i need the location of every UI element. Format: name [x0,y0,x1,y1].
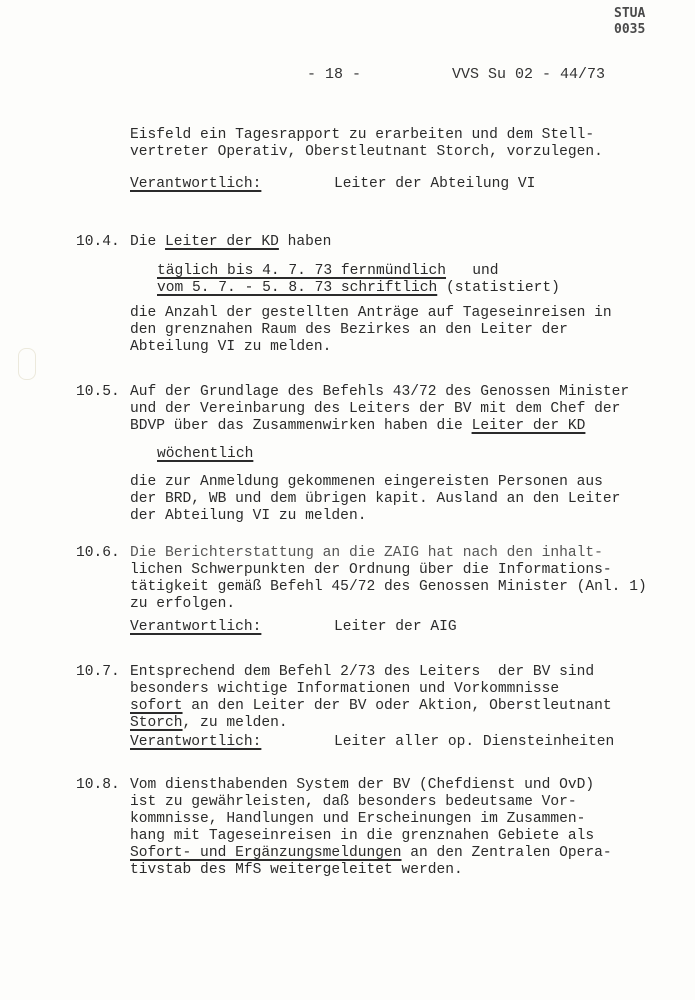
section-10-6-line-4: zu erfolgen. [130,596,236,612]
section-number-10-4: 10.4. [76,234,120,250]
section-10-4-body-2: den grenznahen Raum des Bezirkes an den Leiter der [130,322,568,338]
section-10-5-body-2: der BRD, WB und dem übrigen kapit. Ausland an den Leiter [130,491,621,507]
section-10-8-line-6: tivstab des MfS weitergeleitet werden. [130,862,463,878]
section-10-4-indent-2 [157,280,560,297]
text: , zu melden. [182,715,288,731]
section-10-7-line-4 [130,715,288,732]
responsible-label: Verantwortlich: [130,734,262,750]
section-10-4-line-1 [130,234,331,251]
page-number: - 18 - [307,66,362,83]
document-reference: VVS Su 02 - 44/73 [452,66,606,83]
underlined-text: Storch [130,715,183,731]
underlined-text: sofort [130,698,183,714]
underlined-text: vom 5. 7. - 5. 8. 73 schriftlich [157,280,438,296]
responsible-label: Verantwortlich: [130,176,262,192]
section-10-8-line-4: hang mit Tageseinreisen in die grenznahen Gebiete als [130,828,595,844]
punch-hole-mark [18,348,36,380]
underlined-text: Leiter der KD [471,418,586,434]
text: Die [130,234,166,250]
section-10-7-line-3 [130,698,612,715]
responsible-value: Leiter aller op. Diensteinheiten [334,734,615,750]
responsible-label: Verantwortlich: [130,619,262,635]
section-10-5-line-1: Auf der Grundlage des Befehls 43/72 des Genossen Minister [130,384,630,400]
section-10-8-line-2: ist zu gewährleisten, daß besonders bedeutsame Vor- [130,794,577,810]
section-10-7-line-2: besonders wichtige Informationen und Vorkommnisse [130,681,560,697]
section-10-4-body-1: die Anzahl der gestellten Anträge auf Tageseinreisen in [130,305,612,321]
responsible-value: Leiter der Abteilung VI [334,176,536,192]
section-10-7-line-1: Entsprechend dem Befehl 2/73 des Leiters der BV sind [130,664,595,680]
intro-line-1: Eisfeld ein Tagesrapport zu erarbeiten und dem Stell- [130,127,595,143]
text: an den Leiter der BV oder Aktion, Oberstleutnant [182,698,612,714]
text: an den Zentralen Opera- [401,845,612,861]
section-10-8-line-1: Vom diensthabenden System der BV (Chefdienst und OvD) [130,777,595,793]
section-10-5-line-2: und der Vereinbarung des Leiters der BV mit dem Chef der [130,401,621,417]
section-10-8-line-3: kommnisse, Handlungen und Erscheinungen im Zusammen- [130,811,586,827]
section-10-8-line-5 [130,845,612,862]
stamp-line-2: 0035 [614,22,646,37]
section-number-10-7: 10.7. [76,664,120,680]
section-10-5-body-3: der Abteilung VI zu melden. [130,508,367,524]
section-10-6-line-3: tätigkeit gemäß Befehl 45/72 des Genossen Minister (Anl. 1) [130,579,647,595]
text: haben [278,234,332,250]
stamp-line-1: STUA [614,6,646,21]
section-10-4-indent-1 [157,263,499,280]
text: und [446,263,499,279]
section-10-5-line-3 [130,418,585,435]
section-10-5-body-1: die zur Anmeldung gekommenen eingereisten Personen aus [130,474,603,490]
section-number-10-5: 10.5. [76,384,120,400]
section-10-6-line-1: Die Berichterstattung an die ZAIG hat nach den inhalt- [130,545,603,561]
responsible-value: Leiter der AIG [334,619,457,635]
underlined-text: Sofort- und Ergänzungsmeldungen [130,845,402,861]
section-10-6-line-2: lichen Schwerpunkten der Ordnung über die Informations- [130,562,612,578]
section-10-5-frequency: wöchentlich [157,446,254,462]
section-number-10-8: 10.8. [76,777,120,793]
text: BDVP über das Zusammenwirken haben die [130,418,472,434]
underlined-text: täglich bis 4. 7. 73 fernmündlich [157,263,447,279]
section-number-10-6: 10.6. [76,545,120,561]
section-10-4-body-3: Abteilung VI zu melden. [130,339,332,355]
intro-line-2: vertreter Operativ, Oberstleutnant Storch, vorzulegen. [130,144,603,160]
text: (statistiert) [437,280,560,296]
underlined-text: Leiter der KD [165,234,279,250]
archive-stamp [614,6,645,38]
